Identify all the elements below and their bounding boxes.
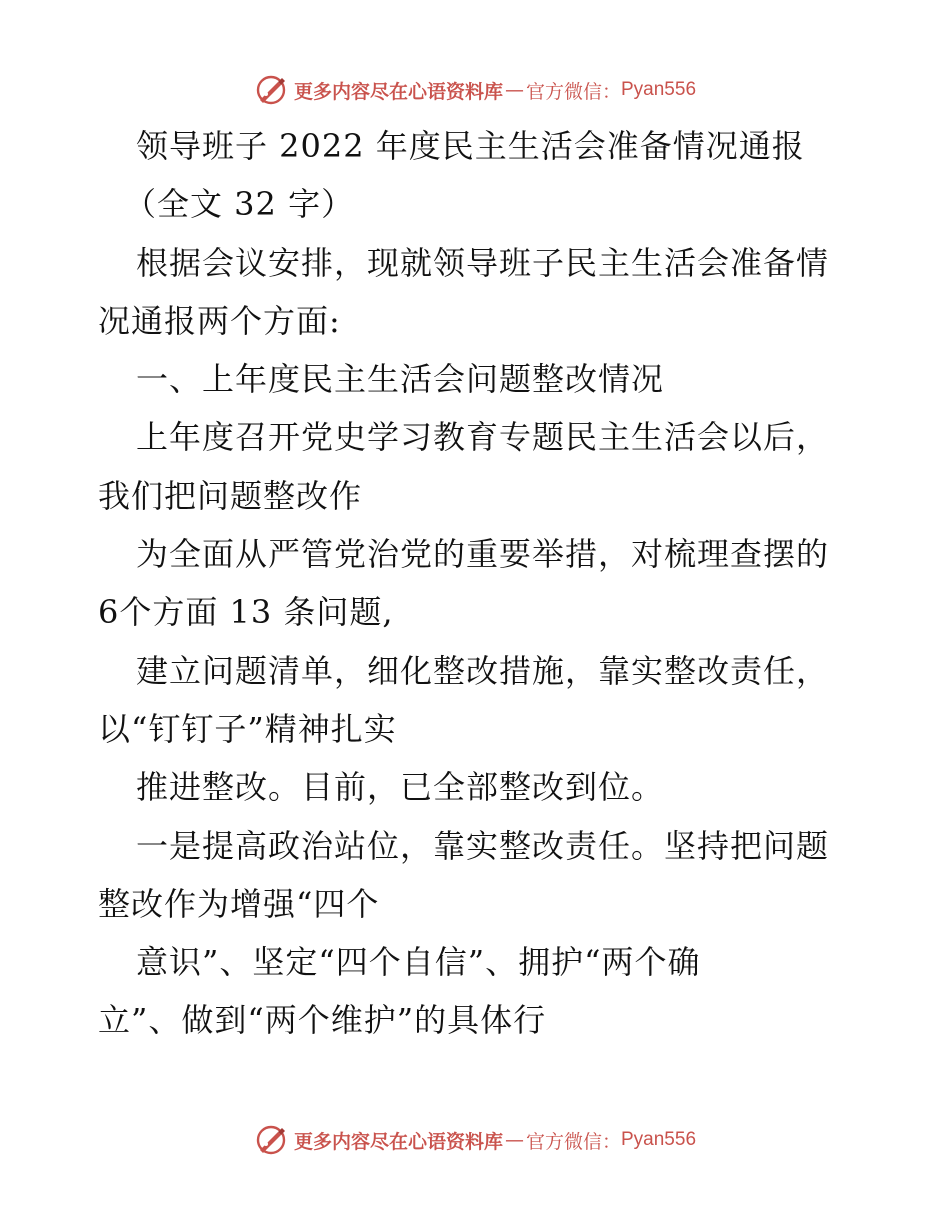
document-line: 我们把问题整改作 <box>98 476 363 515</box>
pen-circle-logo-icon <box>254 1123 288 1157</box>
document-line: 一是提高政治站位，靠实整改责任。坚持把问题 <box>136 826 830 865</box>
banner-text: 更多内容尽在心语资料库 <box>293 1130 503 1153</box>
document-line: 一、上年度民主生活会问题整改情况 <box>136 360 665 399</box>
banner-wechat-id: Pyan556 <box>621 1129 697 1150</box>
document-line: 上年度召开党史学习教育专题民主生活会以后， <box>136 418 830 457</box>
banner-wechat-id: Pyan556 <box>621 79 697 100</box>
document-line: 立”、做到“两个维护”的具体行 <box>98 1001 547 1040</box>
pen-circle-logo-icon <box>254 73 288 107</box>
banner-dash: — <box>504 79 524 101</box>
header-watermark-banner <box>0 70 950 110</box>
document-line: 根据会议安排，现就领导班子民主生活会准备情 <box>136 243 830 282</box>
document-line: 领导班子 2022 年度民主生活会准备情况通报 <box>136 127 805 165</box>
document-body <box>0 117 950 1050</box>
document-line: 6个方面 13 条问题, <box>98 593 394 632</box>
document-line: 整改作为增强“四个 <box>98 884 380 923</box>
document-line: 推进整改。目前，已全部整改到位。 <box>136 768 665 807</box>
document-line: 以“钉钉子”精神扎实 <box>98 709 397 748</box>
document-line: （全文 32 字） <box>124 185 355 224</box>
document-line: 为全面从严管党治党的重要举措，对梳理查摆的 <box>136 535 830 574</box>
banner-dash: — <box>504 1129 524 1151</box>
document-line: 况通报两个方面: <box>98 301 341 340</box>
banner-text: 更多内容尽在心语资料库 <box>293 80 503 103</box>
document-line: 建立问题清单，细化整改措施，靠实整改责任， <box>136 651 830 690</box>
banner-wechat-label: 官方微信： <box>525 80 621 103</box>
document-line: 意识”、坚定“四个自信”、拥护“两个确 <box>136 943 701 982</box>
footer-watermark-banner <box>0 1120 950 1160</box>
banner-wechat-label: 官方微信： <box>525 1130 621 1153</box>
